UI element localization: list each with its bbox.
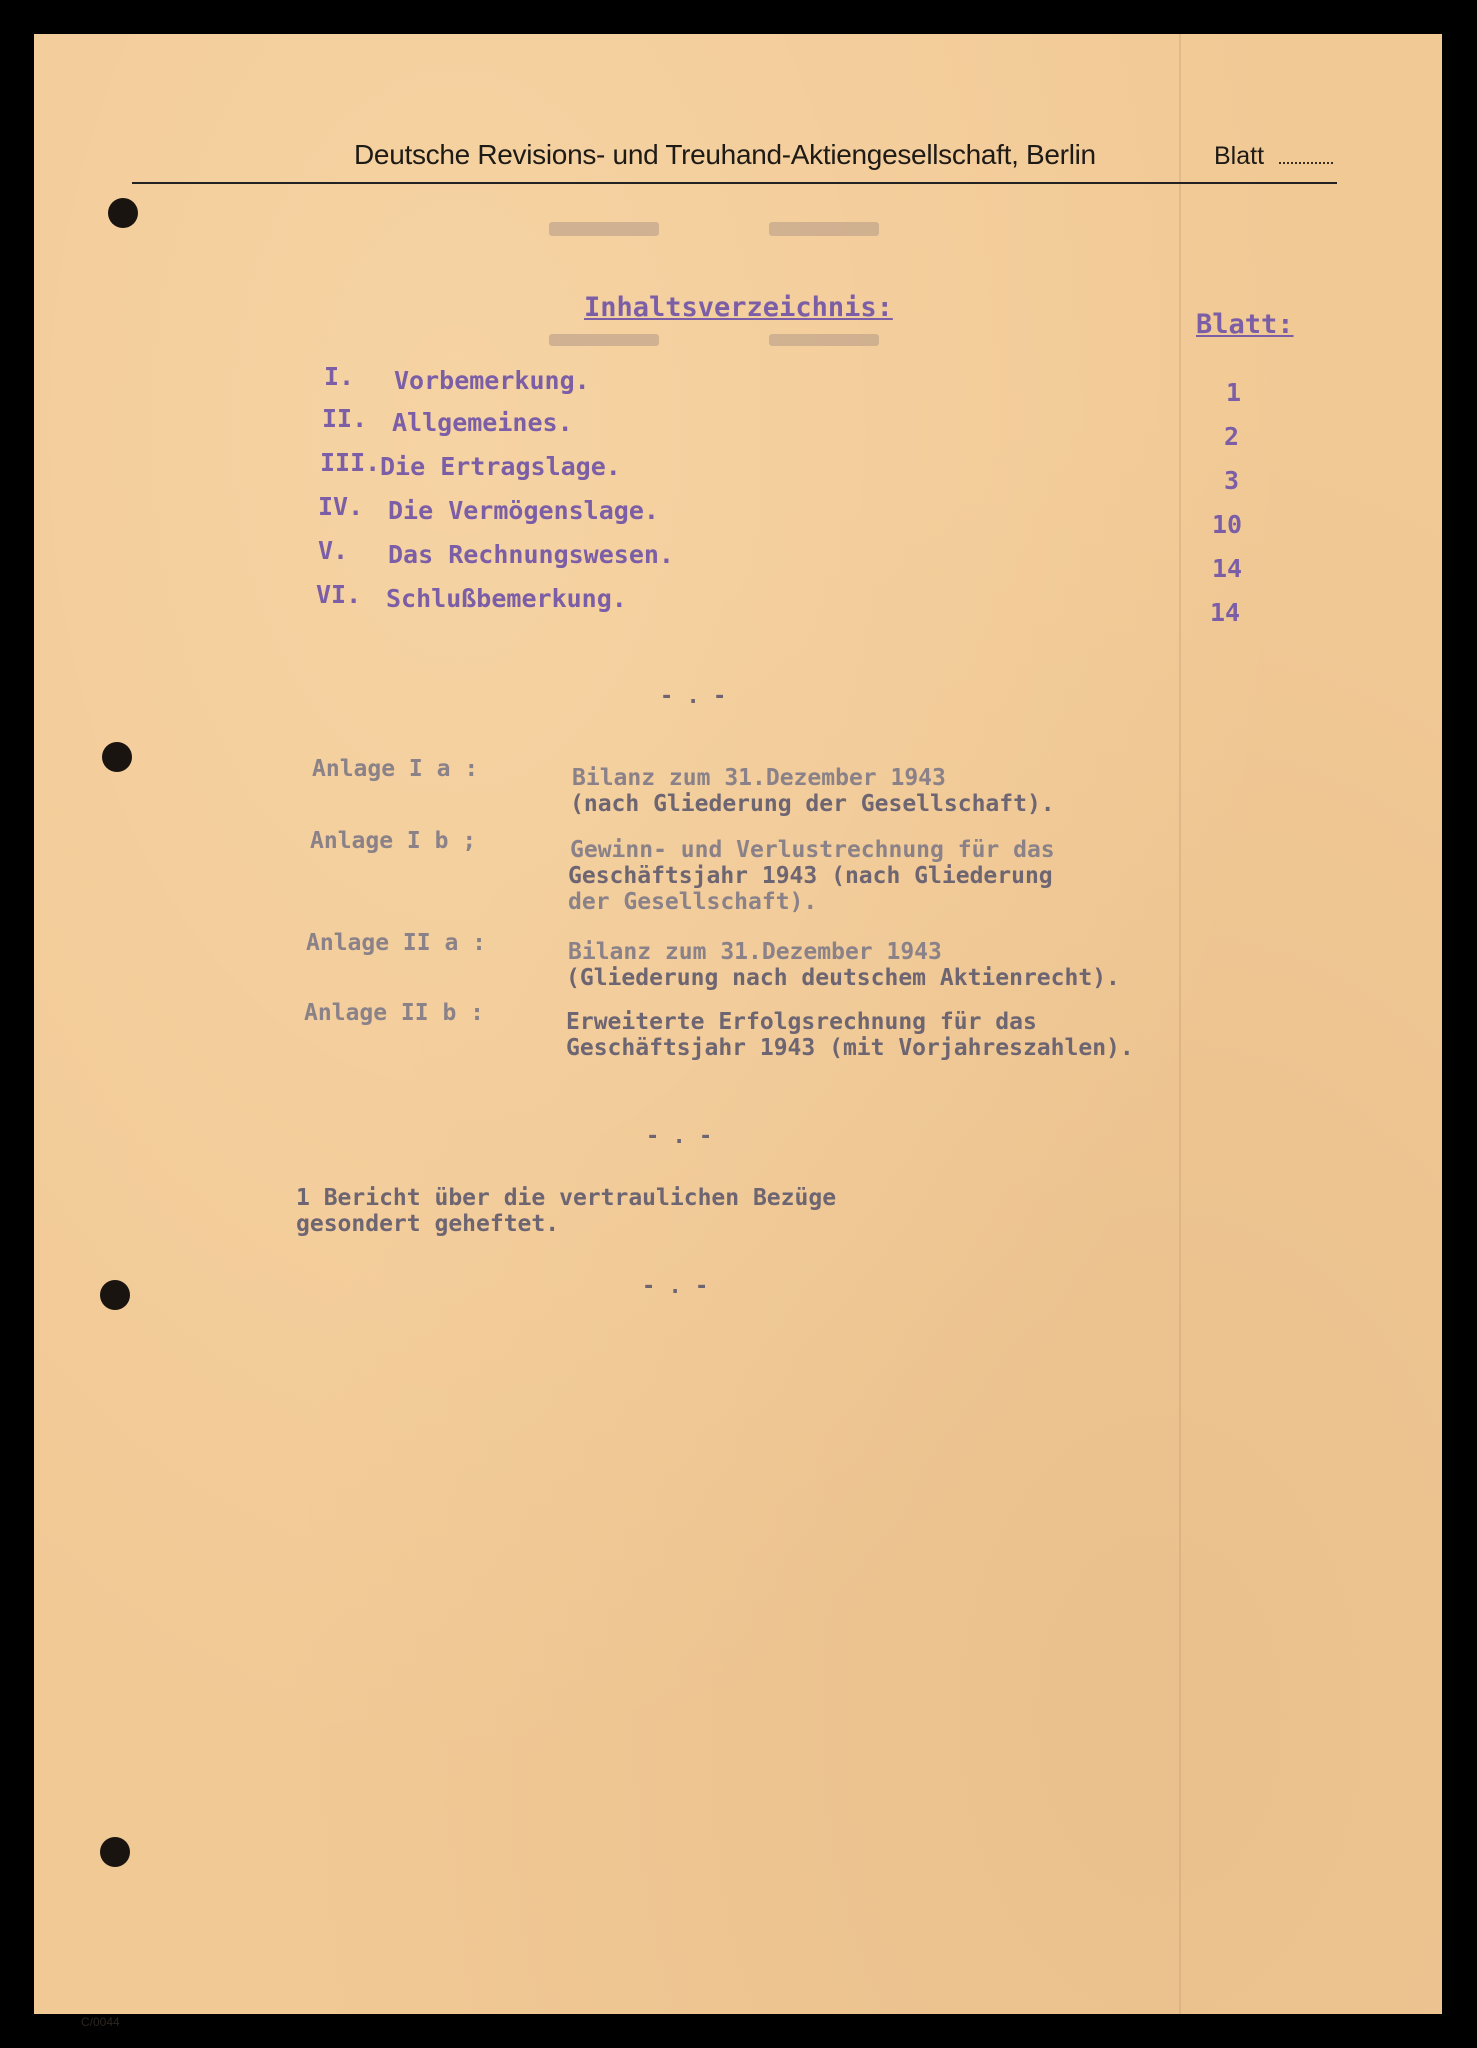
toc-item-label: Vorbemerkung. bbox=[394, 366, 590, 395]
ghost-type-smudge bbox=[549, 222, 659, 236]
toc-item-number: I. bbox=[324, 362, 355, 391]
annex-line: (Gliederung nach deutschem Aktienrecht). bbox=[566, 965, 1120, 991]
toc-item-number: II. bbox=[322, 404, 368, 433]
toc-title: Inhaltsverzeichnis: bbox=[584, 292, 893, 323]
annex-line: Geschäftsjahr 1943 (mit Vorjahreszahlen). bbox=[566, 1035, 1134, 1061]
annex-label: Anlage I a : bbox=[312, 756, 479, 782]
toc-item-label: Das Rechnungswesen. bbox=[388, 540, 674, 569]
toc-item-page: 14 bbox=[1212, 554, 1243, 583]
annex-line: Geschäftsjahr 1943 (nach Gliederung bbox=[568, 863, 1053, 889]
blatt-number-line bbox=[1279, 162, 1333, 164]
ghost-type-smudge bbox=[769, 222, 879, 236]
annex-label: Anlage I b ; bbox=[310, 828, 477, 854]
toc-item-number: V. bbox=[318, 536, 349, 565]
header-rule bbox=[132, 182, 1337, 184]
document-page bbox=[34, 34, 1442, 2029]
toc-page-column-label: Blatt: bbox=[1196, 309, 1294, 340]
company-letterhead: Deutsche Revisions- und Treuhand-Aktiengesellschaft, Berlin bbox=[354, 139, 1096, 170]
toc-item-page: 2 bbox=[1224, 422, 1240, 451]
paper-fold bbox=[1179, 34, 1181, 2014]
punch-hole bbox=[100, 1837, 130, 1867]
toc-item-page: 3 bbox=[1224, 466, 1240, 495]
annex-line: Erweiterte Erfolgsrechnung für das bbox=[566, 1009, 1037, 1035]
toc-item-label: Die Ertragslage. bbox=[380, 452, 621, 481]
note-line: 1 Bericht über die vertraulichen Bezüge bbox=[296, 1185, 837, 1211]
section-separator: - . - bbox=[646, 1124, 713, 1149]
annex-line: Bilanz zum 31.Dezember 1943 bbox=[572, 765, 946, 791]
annex-line: Gewinn- und Verlustrechnung für das bbox=[570, 837, 1055, 863]
annex-line: (nach Gliederung der Gesellschaft). bbox=[570, 791, 1055, 817]
punch-hole bbox=[108, 198, 138, 228]
toc-item-page: 10 bbox=[1212, 510, 1243, 539]
archive-stamp: C/0044 bbox=[81, 2015, 120, 2029]
annex-line: Bilanz zum 31.Dezember 1943 bbox=[568, 939, 942, 965]
ghost-type-smudge bbox=[549, 334, 659, 346]
toc-item-page: 14 bbox=[1210, 598, 1241, 627]
annex-label: Anlage II a : bbox=[306, 930, 487, 956]
section-separator: - . - bbox=[660, 684, 727, 709]
toc-item-page: 1 bbox=[1226, 378, 1242, 407]
blatt-header-label: Blatt bbox=[1214, 142, 1265, 170]
annex-line: der Gesellschaft). bbox=[568, 889, 818, 915]
toc-item-label: Die Vermögenslage. bbox=[388, 496, 659, 525]
toc-item-label: Allgemeines. bbox=[392, 408, 573, 437]
toc-item-number: VI. bbox=[316, 580, 362, 609]
note-line: gesondert geheftet. bbox=[296, 1211, 560, 1237]
punch-hole bbox=[100, 1280, 130, 1310]
toc-item-number: III. bbox=[320, 448, 381, 477]
toc-item-number: IV. bbox=[318, 492, 364, 521]
annex-label: Anlage II b : bbox=[304, 1000, 485, 1026]
section-separator: - . - bbox=[642, 1274, 709, 1299]
punch-hole bbox=[102, 742, 132, 772]
toc-item-label: Schlußbemerkung. bbox=[386, 584, 627, 613]
ghost-type-smudge bbox=[769, 334, 879, 346]
